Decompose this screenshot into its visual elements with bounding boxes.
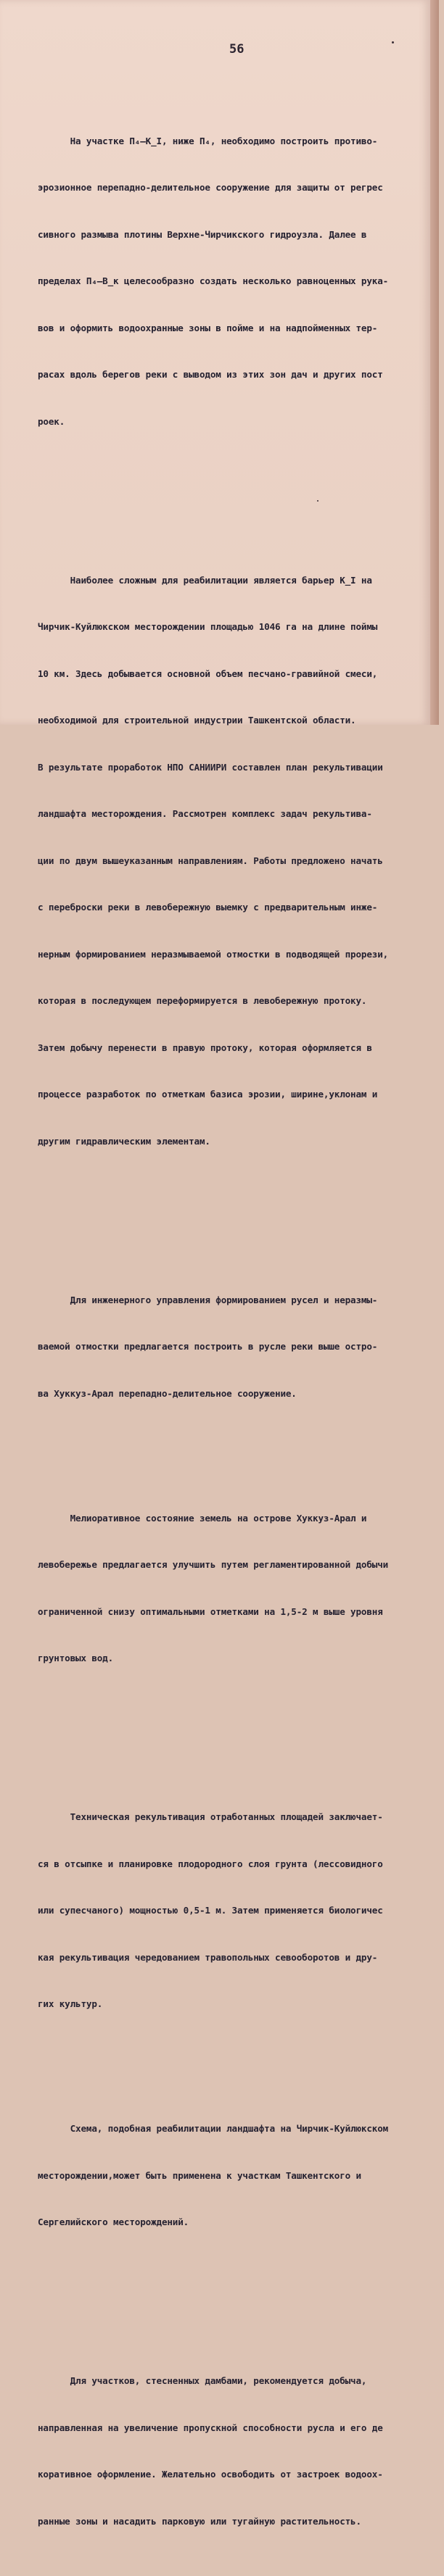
text-line: Сергелийского месторождений. (38, 2216, 189, 2227)
paragraph-2 (38, 541, 444, 1181)
text-line: необходимой для строительной индустрии Ташкентской области. (38, 715, 356, 726)
text-line: пределах П₄–В_к целесообразно создать несколько равноценных рука- (38, 275, 389, 286)
paper-speck (392, 41, 394, 43)
body-text (38, 55, 444, 2576)
paragraph-4 (38, 1479, 444, 1698)
text-line: Чирчик-Куйлюкском месторождении площадью 1046 га на длине поймы (38, 621, 378, 632)
text-line: процессе разработок по отметкам базиса эрозии, ширине,уклонам и (38, 1089, 378, 1100)
text-line: или супесчаного) мощностью 0,5-1 м. Затем применяется биологичес (38, 1905, 383, 1916)
text-line: ранные зоны и насадить парковую или тугайную растительность. (38, 2515, 361, 2527)
text-line: Наиболее сложным для реабилитации является барьер К_I на (38, 574, 372, 586)
text-line: левобережье предлагается улучшить путем регламентированной добычи (38, 1559, 389, 1570)
paragraph-1 (38, 102, 444, 461)
text-line: Затем добычу перенести в правую протоку, которая оформляется в (38, 1042, 372, 1053)
text-line: Для участков, стесненных дамбами, рекомендуется добыча, (38, 2375, 367, 2386)
text-line: расах вдоль берегов реки с выводом из этих зон дач и других пост (38, 369, 383, 380)
text-line: месторождении,может быть применена к участкам Ташкентского и (38, 2169, 361, 2181)
text-line: эрозионное перепадно-делительное сооружение для защиты от регрес (38, 182, 383, 193)
text-line: нерным формированием неразмываемой отмостки в подводящей прорези, (38, 948, 389, 960)
text-line: другим гидравлическим элементам. (38, 1135, 210, 1147)
text-line: ции по двум вышеуказанным направлениям. Работы предложено начать (38, 855, 383, 866)
text-line: Техническая рекультивация отработанных площадей заключает- (38, 1811, 383, 1822)
text-line: грунтовых вод. (38, 1653, 114, 1663)
text-line: кая рекультивация чередованием травопольных севооборотов и дру- (38, 1951, 378, 1963)
page-number: 56 (229, 42, 244, 57)
text-line: направленная на увеличение пропускной способности русла и его де (38, 2422, 383, 2433)
text-line: Для инженерного управления формированием русел и неразмы- (38, 1294, 378, 1305)
text-line: гих культур. (38, 1998, 103, 2009)
paragraph-6 (38, 2090, 444, 2261)
text-line: Мелиоративное состояние земель на острове Хуккуз-Арал и (38, 1512, 367, 1524)
text-line: ся в отсыпке и планировке плодородного слоя грунта (лессовидного (38, 1858, 383, 1869)
text-line: ландшафта месторождения. Рассмотрен комплекс задач рекультива- (38, 808, 372, 819)
text-line: ва Хуккуз-Арал перепадно-делительное сооружение. (38, 1387, 297, 1399)
text-line: коративное оформление. Желательно освободить от застроек водоох- (38, 2469, 383, 2480)
text-line: На участке П₄–К_I, ниже П₄, необходимо построить противо- (38, 135, 378, 146)
text-line: вов и оформить водоохранные зоны в пойме и на надпойменных тер- (38, 322, 378, 333)
text-line: роек. (38, 415, 65, 427)
paragraph-7 (38, 2342, 444, 2560)
text-line: сивного размыва плотины Верхне-Чирчикского гидроузла. Далее в (38, 228, 367, 240)
paragraph-3 (38, 1261, 444, 1433)
paragraph-5 (38, 1778, 444, 2043)
text-line: В результате проработок НПО САНИИРИ составлен план рекультивации (38, 761, 383, 773)
text-line: Схема, подобная реабилитации ландшафта на Чирчик-Куйлюкском (38, 2123, 389, 2134)
text-line: ограниченной снизу оптимальными отметками на 1,5-2 м выше уровня (38, 1605, 383, 1617)
text-line: 10 км. Здесь добывается основной объем песчано-гравийной смеси, (38, 668, 378, 679)
text-line: ваемой отмостки предлагается построить в русле реки выше остро- (38, 1341, 378, 1352)
text-line: которая в последующем переформируется в левобережную протоку. (38, 995, 367, 1006)
text-line: с переброски реки в левобережную выемку с предварительным инже- (38, 902, 378, 913)
